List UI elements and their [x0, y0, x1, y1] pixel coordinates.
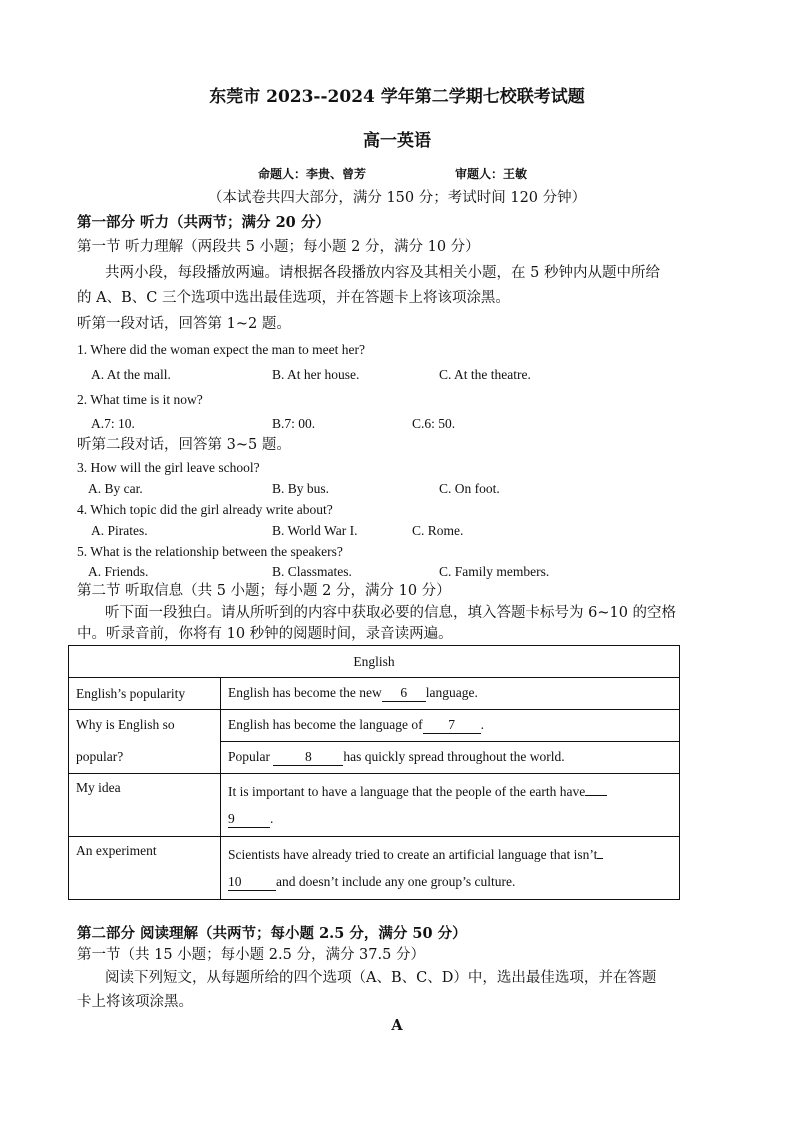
part2-instruction-2: 卡上将该项涂黑。 — [77, 994, 193, 1010]
blank-9-continuation — [585, 795, 607, 796]
q1-option-c: C. At the theatre. — [439, 367, 531, 382]
row-content-why-a — [221, 710, 680, 742]
part1-section2-heading: 第二节 听取信息（共 5 小题；每小题 2 分，满分 10 分） — [77, 583, 451, 599]
row-label-experiment: An experiment — [69, 837, 221, 900]
row-content-popularity — [221, 678, 680, 710]
row1-text-after: language. — [425, 685, 478, 701]
row4-text: Scientists have already tried to create an artificial language that isn’t — [228, 847, 598, 862]
instruction-line-2: 的 A、B、C 三个选项中选出最佳选项，并在答题卡上将该项涂黑。 — [77, 290, 510, 306]
q4-option-b: B. World War I. — [272, 523, 358, 538]
blank-9: 9 — [228, 812, 270, 828]
blank-7: 7 — [423, 718, 481, 734]
section2-instruction-1: 听下面一段独白。请从所听到的内容中获取必要的信息，填入答题卡标号为 6~10 的空格 — [105, 605, 677, 621]
dialog2-label: 听第二段对话，回答第 3~5 题。 — [77, 437, 291, 453]
row2a-text-after: . — [480, 717, 484, 733]
dialog1-label: 听第一段对话，回答第 1~2 题。 — [77, 316, 291, 332]
exam-note: （本试卷共四大部分，满分 150 分；考试时间 120 分钟） — [207, 190, 587, 206]
question-1: 1. Where did the woman expect the man to meet her? — [77, 342, 366, 357]
blank-6: 6 — [382, 686, 426, 702]
q5-option-a: A. Friends. — [88, 564, 149, 579]
q5-option-b: B. Classmates. — [272, 564, 352, 579]
row2b-text-before: Popular — [228, 749, 270, 765]
passage-label: A — [391, 1017, 403, 1034]
blank-10: 10 — [228, 875, 276, 891]
part1-heading: 第一部分 听力（共两节；满分 20 分） — [77, 214, 330, 231]
blank-10-continuation — [597, 858, 603, 859]
question-4: 4. Which topic did the girl already write about? — [77, 502, 333, 517]
part2-instruction-1: 阅读下列短文，从每题所给的四个选项（A、B、C、D）中，选出最佳选项，并在答题 — [105, 970, 657, 986]
table-header: English — [69, 646, 680, 678]
q1-option-a: A. At the mall. — [91, 367, 171, 382]
row2a-text-before: English has become the language of — [228, 717, 423, 733]
info-table — [68, 645, 680, 900]
part2-section1-heading: 第一节（共 15 小题；每小题 2.5 分，满分 37.5 分） — [77, 947, 425, 963]
exam-title: 东莞市 2023--2024 学年第二学期七校联考试题 — [209, 87, 585, 107]
q2-option-b: B.7: 00. — [272, 416, 316, 431]
row1-text-before: English has become the new — [228, 685, 382, 701]
q4-option-c: C. Rome. — [412, 523, 464, 538]
row4-text-after: and doesn’t include any one group’s culture. — [276, 874, 516, 889]
section2-instruction-2: 中。听录音前，你将有 10 秒钟的阅题时间，录音读两遍。 — [77, 626, 453, 642]
q1-option-b: B. At her house. — [272, 367, 360, 382]
subject-title: 高一英语 — [363, 131, 431, 151]
question-2: 2. What time is it now? — [77, 392, 203, 407]
author-line: 命题人：李贵、曾芳 — [258, 167, 367, 181]
row-content-why-b — [221, 742, 680, 774]
question-5: 5. What is the relationship between the speakers? — [77, 544, 343, 559]
why-label-line-2: popular? — [76, 749, 124, 764]
instruction-line-1: 共两小段，每段播放两遍。请根据各段播放内容及其相关小题，在 5 秒钟内从题中所给 — [105, 265, 660, 281]
q2-option-c: C.6: 50. — [412, 416, 456, 431]
part2-heading: 第二部分 阅读理解（共两节；每小题 2.5 分，满分 50 分） — [77, 925, 467, 942]
q5-option-c: C. Family members. — [439, 564, 550, 579]
blank-8: 8 — [273, 750, 343, 766]
q2-option-a: A.7: 10. — [91, 416, 135, 431]
row-label-idea: My idea — [69, 774, 221, 837]
q4-option-a: A. Pirates. — [91, 523, 148, 538]
row-label-why — [69, 710, 221, 774]
q3-option-c: C. On foot. — [439, 481, 500, 496]
q3-option-a: A. By car. — [88, 481, 143, 496]
row-label-popularity: English’s popularity — [69, 678, 221, 710]
row-content-idea — [221, 774, 680, 837]
question-3: 3. How will the girl leave school? — [77, 460, 260, 475]
part1-section1-heading: 第一节 听力理解（两段共 5 小题；每小题 2 分，满分 10 分） — [77, 239, 480, 255]
why-label-line-1: Why is English so — [76, 717, 175, 732]
row-content-experiment — [221, 837, 680, 900]
reviewer-line: 审题人：王敏 — [455, 167, 528, 181]
row3-text: It is important to have a language that the people of the earth have — [228, 784, 586, 799]
q3-option-b: B. By bus. — [272, 481, 330, 496]
row3-text-after: . — [270, 811, 274, 826]
row2b-text-after: has quickly spread throughout the world. — [343, 749, 565, 765]
